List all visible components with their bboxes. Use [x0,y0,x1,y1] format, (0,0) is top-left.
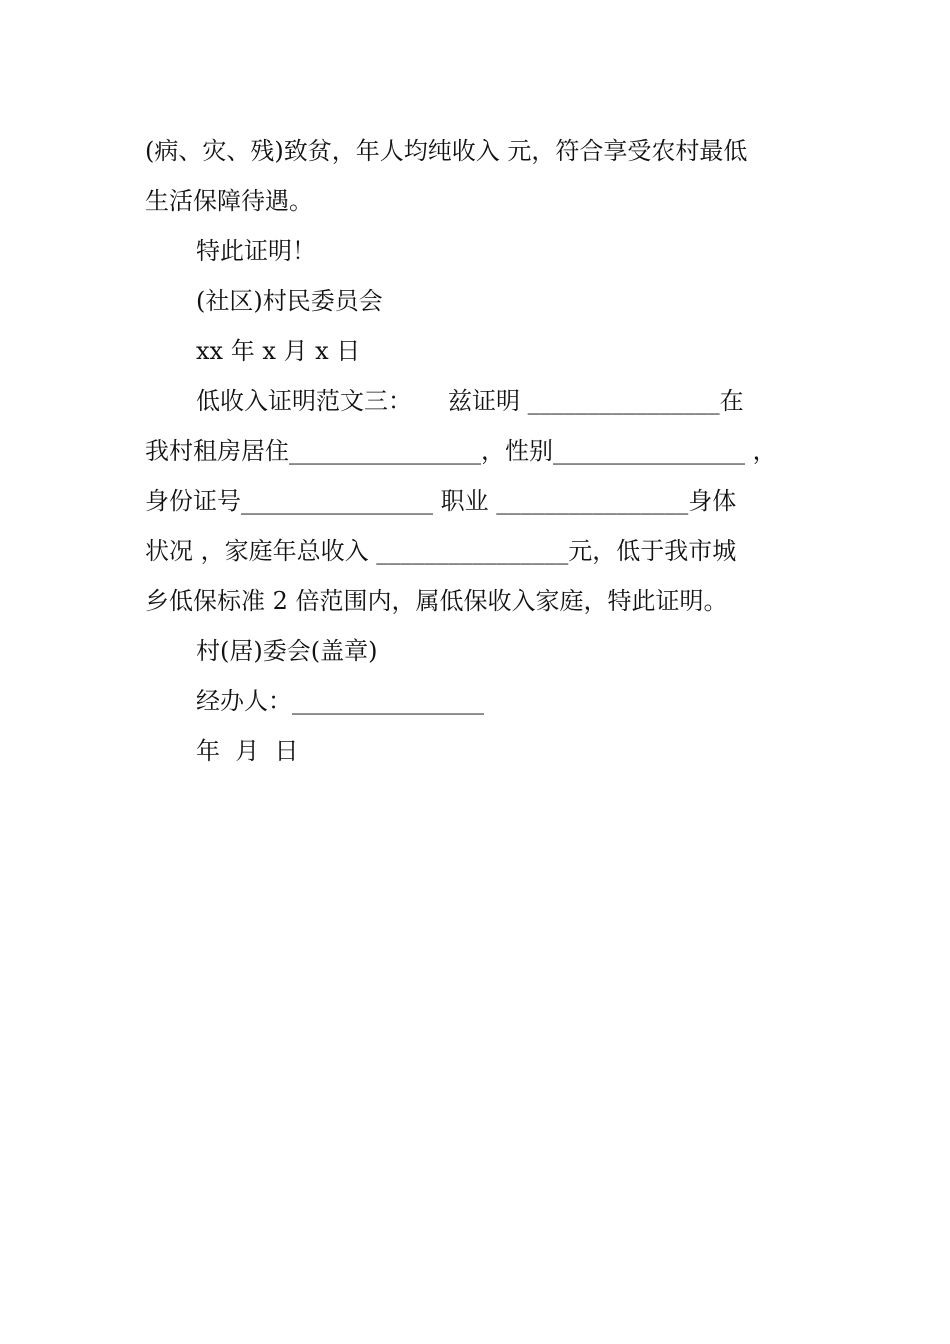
signer-organization: (社区)村民委员会 [196,287,383,315]
handler-line: 经办人：________________ [196,687,484,715]
sample-3-line-2: 我村租房居住________________，性别________________ ， [145,437,777,465]
document-body [145,126,810,776]
sample-3-line-1: 低收入证明范文三： 兹证明 ________________在 [196,387,744,415]
date-blank-line: 年 月 日 [196,737,299,765]
certify-text: 特此证明！ [196,237,316,265]
sample-3-line-3: 身份证号________________ 职业 ________________身体 [145,487,737,515]
seal-line: 村(居)委会(盖章) [196,637,378,665]
paragraph-1-line-2: 生活保障待遇。 [145,187,313,215]
sample-3-line-5: 乡低保标准 2 倍范围内，属低保收入家庭，特此证明。 [145,587,728,615]
date-line: xx 年 x 月 x 日 [196,337,361,365]
sample-3-line-4: 状况 ，家庭年总收入 ________________元，低于我市城 [145,537,737,565]
paragraph-1-line-1: (病、灾、残)致贫，年人均纯收入 元，符合享受农村最低 [145,137,748,165]
